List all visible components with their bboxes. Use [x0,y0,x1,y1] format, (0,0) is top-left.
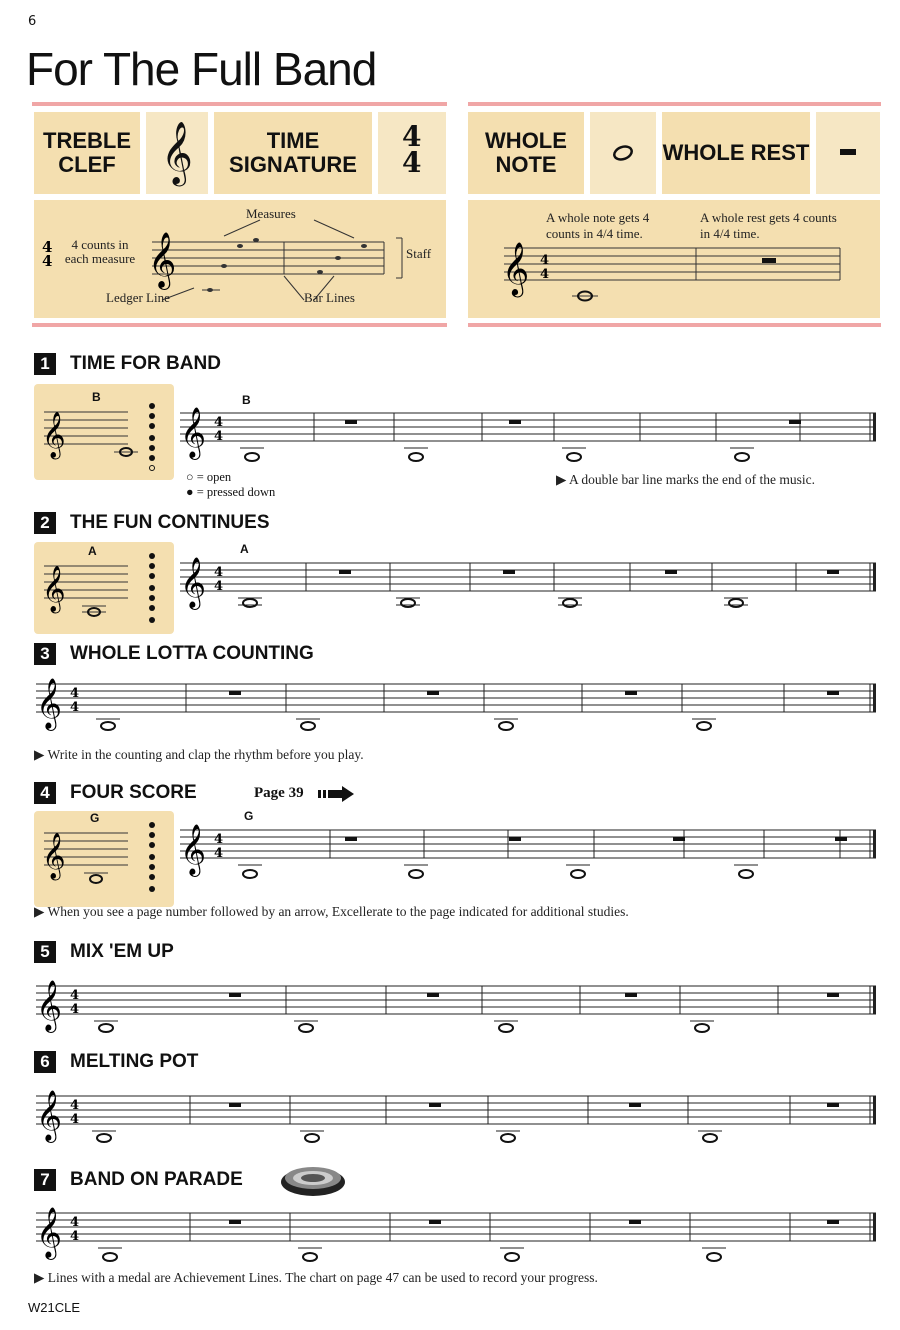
exercise-number: 4 [34,782,56,804]
whole-rest [229,993,241,997]
whole-rest [427,993,439,997]
note-name: G [244,809,254,823]
treble-clef-icon: 𝄞 [36,980,63,1031]
ledger-line-label: Ledger Line [106,290,170,305]
svg-text:4: 4 [540,253,550,268]
time-signature-top: 4 [214,565,224,580]
whole-rest [429,1220,441,1224]
time-signature-bottom: 4 [70,1112,80,1127]
whole-note [301,722,315,730]
whole-note [103,1253,117,1261]
whole-rest [629,1103,641,1107]
whole-note [243,870,257,878]
whole-rest [625,691,637,695]
whole-rest [339,570,351,574]
whole-note [697,722,711,730]
whole-rest [427,691,439,695]
whole-note [409,870,423,878]
time-signature-bottom: 4 [70,700,80,715]
whole-note [567,453,581,461]
whole-rest [827,691,839,695]
whole-note [245,453,259,461]
double-bar-line [873,684,876,712]
whole-rest [503,570,515,574]
exercise-title: BAND ON PARADE [70,1169,243,1190]
whole-rest-label: WHOLE REST [662,112,810,194]
time-sig-mini-bottom: 4 [42,252,53,270]
whole-rest [625,993,637,997]
page-footer: W21CLE [28,1300,81,1315]
note-name: A [88,544,97,558]
whole-rest [827,1220,839,1224]
treble-clef-icon: 𝄞 [36,678,63,729]
treble-clef-icon: 𝄞 [180,407,207,458]
whole-rest [827,1103,839,1107]
time-signature-bottom: 4 [214,579,224,594]
whole-note [563,599,577,607]
svg-text:𝄞: 𝄞 [42,412,66,458]
whole-note [695,1024,709,1032]
whole-note [707,1253,721,1261]
tip-text: ▶ When you see a page number followed by an arrow, Excellerate to the page indicated for additional studies. [34,904,629,919]
double-bar-line [873,1213,876,1241]
tip-text: ▶ Write in the counting and clap the rhythm before you play. [34,747,364,762]
staff-label: Staff [406,246,432,261]
treble-clef-icon: 𝄞 [36,1207,63,1258]
whole-note [571,870,585,878]
time-signature-bottom: 4 [70,1002,80,1017]
whole-rest [345,837,357,841]
exercise-title: FOUR SCORE [70,782,197,803]
whole-note-label: WHOLE NOTE [468,112,584,194]
svg-text:4: 4 [540,267,550,282]
time-signature-top: 4 [214,832,224,847]
treble-clef-icon: 𝄞 [36,1090,63,1141]
exercise-title: WHOLE LOTTA COUNTING [70,643,314,664]
whole-note [97,1134,111,1142]
whole-note [401,599,415,607]
whole-note [409,453,423,461]
whole-note [739,870,753,878]
whole-note [703,1134,717,1142]
exercise-number: 3 [34,643,56,665]
svg-text:𝄞: 𝄞 [42,833,66,879]
tip-text: ▶ A double bar line marks the end of the music. [556,472,815,487]
measures-label: Measures [246,206,296,221]
whole-rest [665,570,677,574]
double-bar-line [873,1096,876,1124]
whole-note [101,722,115,730]
whole-rest [789,420,801,424]
whole-rest-gets: A whole rest gets 4 counts in 4/4 time. [700,210,837,241]
note-name: B [92,390,101,404]
exercise-number: 2 [34,512,56,534]
exercise-number: 7 [34,1169,56,1191]
whole-rest [835,837,847,841]
double-bar-line [873,413,876,441]
whole-note [729,599,743,607]
whole-note [99,1024,113,1032]
legend-pressed: ● = pressed down [186,485,276,499]
whole-note [501,1134,515,1142]
whole-rest [629,1220,641,1224]
time-signature-top: 4 [214,415,224,430]
whole-note [303,1253,317,1261]
page-number: 6 [28,14,37,29]
treble-clef-icon: 𝄞 [180,824,207,875]
whole-note [499,722,513,730]
treble-clef-label: TREBLE CLEF [34,112,140,194]
whole-note [243,599,257,607]
bar-lines-label: Bar Lines [304,290,355,305]
time-signature-top: 4 [70,686,80,701]
time-signature-label: TIME SIGNATURE [214,112,372,194]
whole-rest [429,1103,441,1107]
exercise-title: MIX 'EM UP [70,941,174,962]
counts-note: 4 counts in each measure [64,237,136,266]
note-name: G [90,811,100,825]
whole-note [499,1024,513,1032]
page-title: For The Full Band [26,43,377,95]
whole-note-gets: A whole note gets 4 counts in 4/4 time. [546,210,650,241]
whole-rest [509,420,521,424]
time-signature-bottom: 4 [70,1229,80,1244]
svg-text:𝄞: 𝄞 [502,241,530,295]
time-signature-top: 4 [70,988,80,1003]
tip-text: ▶ Lines with a medal are Achievement Lines. The chart on page 47 can be used to record your progress. [34,1270,598,1285]
time-signature-top: 4 [70,1215,80,1230]
whole-note [299,1024,313,1032]
note-name: B [242,393,251,407]
whole-rest [345,420,357,424]
whole-rest [229,1220,241,1224]
svg-text:𝄞: 𝄞 [148,232,177,288]
time-signature-icon: 4 4 [378,112,446,194]
whole-note [505,1253,519,1261]
whole-note [735,453,749,461]
page-reference: Page 39 [254,785,304,801]
whole-rest [509,837,521,841]
time-sig-mini-top: 4 [42,238,53,256]
double-bar-line [873,986,876,1014]
exercise-title: TIME FOR BAND [70,353,221,374]
whole-rest [673,837,685,841]
whole-rest [229,1103,241,1107]
treble-clef-icon: 𝄞 [146,112,208,194]
whole-note [305,1134,319,1142]
time-signature-bottom: 4 [214,846,224,861]
exercise-title: MELTING POT [70,1051,199,1072]
double-bar-line [873,563,876,591]
exercise-title: THE FUN CONTINUES [70,512,270,533]
whole-rest [229,691,241,695]
legend-open: ○ = open [186,470,232,484]
whole-rest [827,570,839,574]
time-signature-bottom: 4 [214,429,224,444]
exercise-number: 5 [34,941,56,963]
exercise-number: 1 [34,353,56,375]
treble-clef-icon: 𝄞 [180,557,207,608]
time-signature-top: 4 [70,1098,80,1113]
whole-rest [827,993,839,997]
double-bar-line [873,830,876,858]
note-name: A [240,542,249,556]
svg-text:𝄞: 𝄞 [42,566,66,612]
exercise-number: 6 [34,1051,56,1073]
